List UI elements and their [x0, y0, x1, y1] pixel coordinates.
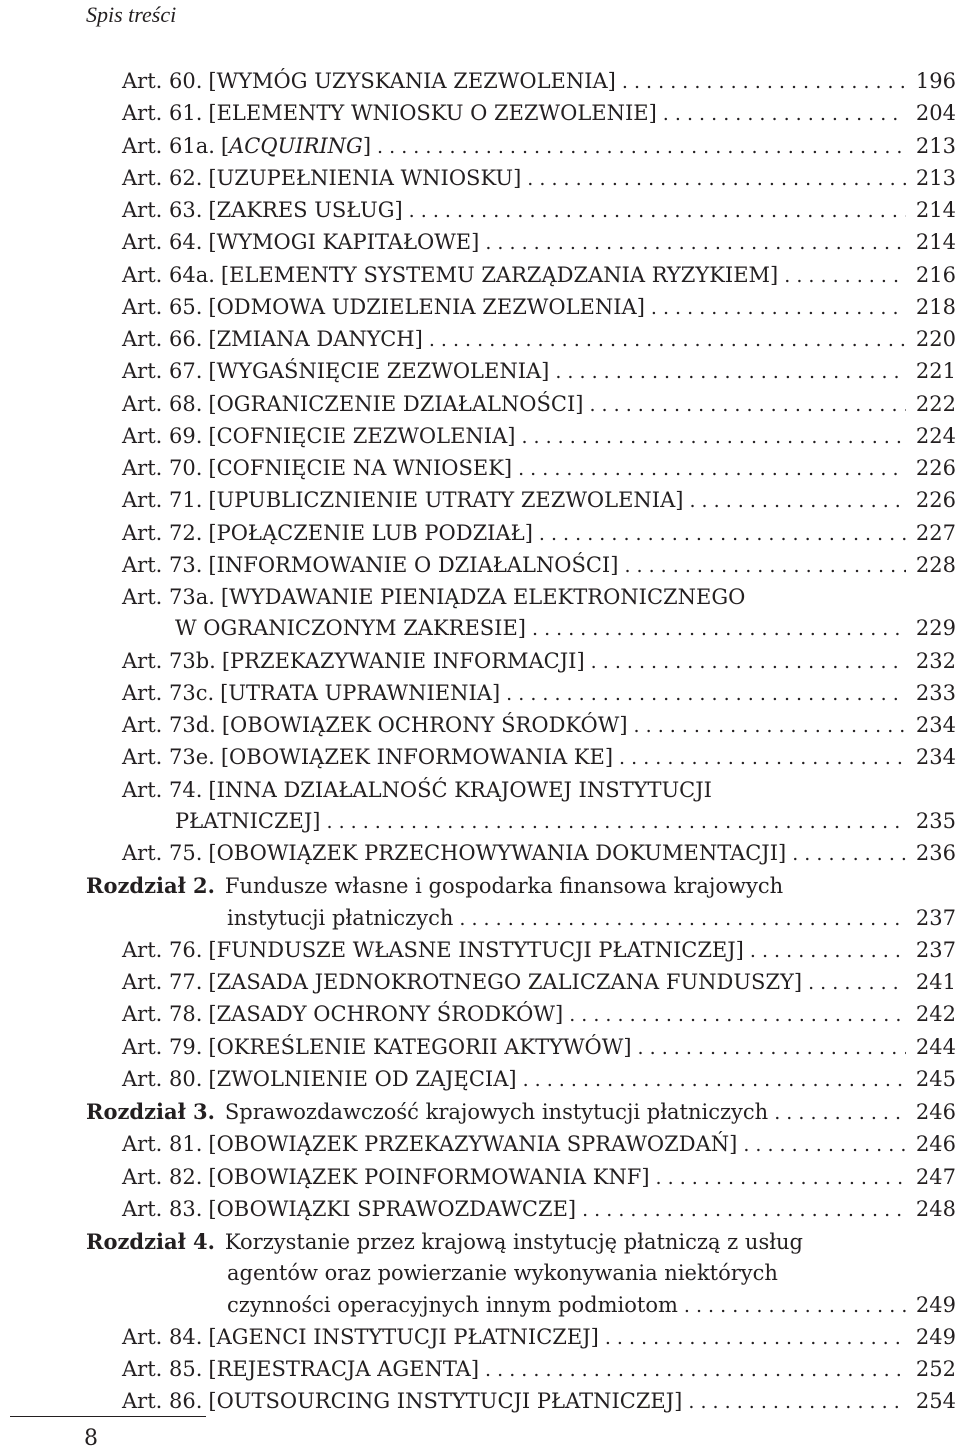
toc-entry [86, 163, 956, 195]
dot-leader [569, 1000, 906, 1031]
dot-leader [591, 647, 906, 678]
article-number: Art. 77. [122, 970, 203, 994]
article-number: Art. 76. [122, 937, 203, 962]
article-number: Art. 73. [122, 552, 203, 577]
entry-title: [UZUPEŁNIENIA WNIOSKU] [208, 165, 522, 190]
toc-entry [86, 935, 956, 967]
entry-title: [UPUBLICZNIENIE UTRATY ZEZWOLENIA] [208, 488, 684, 513]
toc-entry [86, 613, 956, 645]
article-number: Art. 74. [122, 777, 203, 802]
article-number: Art. 80. [122, 1066, 203, 1091]
entry-title: [ZASADY OCHRONY ŚRODKÓW] [208, 1002, 564, 1027]
toc-entry [86, 1129, 956, 1161]
page-ref: 242 [915, 1002, 956, 1027]
toc-entry [86, 838, 956, 870]
toc-entry [86, 453, 956, 485]
toc-entry [86, 1032, 956, 1064]
toc-entry [86, 292, 956, 324]
article-number: Art. 60. [122, 69, 203, 93]
page-ref: 236 [915, 841, 956, 865]
toc-entry [86, 742, 956, 774]
entry-title: [OBOWIĄZEK PRZEKAZYWANIA SPRAWOZDAŃ] [208, 1132, 738, 1157]
toc-entry [86, 775, 956, 806]
page-ref: 233 [915, 680, 956, 705]
toc-entry [86, 485, 956, 517]
page-ref: 228 [915, 552, 956, 577]
entry-title: [INNA DZIAŁALNOŚĆ KRAJOWEJ INSTYTUCJI [208, 777, 712, 802]
page-ref: 241 [915, 970, 956, 994]
toc-entry [86, 518, 956, 550]
dot-leader [774, 1098, 906, 1129]
dot-leader [523, 1065, 906, 1096]
page-ref: 252 [915, 1357, 956, 1381]
dot-leader [684, 1291, 906, 1322]
page-ref: 245 [915, 1066, 956, 1091]
page-ref: 232 [915, 648, 956, 673]
page-ref: 237 [915, 905, 956, 930]
article-number: Art. 85. [122, 1357, 203, 1381]
article-number: Art. 73c. [122, 680, 215, 705]
page-ref: 214 [915, 198, 956, 222]
dot-leader [518, 454, 906, 485]
dot-leader [656, 1163, 906, 1194]
page-ref: 246 [915, 1100, 956, 1124]
page-ref: 227 [915, 520, 956, 545]
page-ref: 229 [915, 616, 956, 641]
entry-title: [FUNDUSZE WŁASNE INSTYTUCJI PŁATNICZEJ] [208, 937, 744, 962]
page-ref: 244 [915, 1034, 956, 1059]
dot-leader [459, 904, 906, 935]
dot-leader [605, 1323, 906, 1354]
page-ref: 226 [915, 456, 956, 480]
dot-leader [532, 614, 906, 645]
dot-leader [663, 99, 906, 130]
dot-leader [743, 1130, 906, 1161]
dot-leader [485, 1355, 906, 1386]
toc-entry [86, 582, 956, 613]
entry-title: [ODMOWA UDZIELENIA ZEZWOLENIA] [208, 294, 645, 319]
table-of-contents [86, 66, 956, 1419]
article-number: Art. 72. [122, 520, 203, 545]
page-ref: 246 [915, 1132, 956, 1157]
toc-entry [86, 356, 956, 388]
dot-leader [521, 422, 906, 453]
entry-title: PŁATNICZEJ] [175, 808, 321, 833]
page-ref: 226 [915, 488, 956, 513]
entry-title: czynności operacyjnych innym podmiotom [227, 1292, 678, 1317]
article-number: Art. 70. [122, 456, 203, 480]
page-ref: 214 [915, 230, 956, 255]
footer-rule [10, 1416, 206, 1417]
page-ref: 204 [915, 101, 956, 126]
toc-entry [86, 710, 956, 742]
entry-title: [PRZEKAZYWANIE INFORMACJI] [221, 648, 585, 673]
page-ref: 234 [915, 745, 956, 770]
entry-title: Korzystanie przez krajową instytucję płatniczą z usług [224, 1230, 803, 1254]
article-number: Art. 86. [122, 1389, 203, 1414]
page-ref: 249 [915, 1324, 956, 1349]
entry-title: [ZWOLNIENIE OD ZAJĘCIA] [208, 1066, 517, 1091]
entry-title: [WYDAWANIE PIENIĄDZA ELEKTRONICZNEGO [220, 585, 746, 609]
entry-title: [ZMIANA DANYCH] [208, 327, 423, 351]
entry-title: [REJESTRACJA AGENTA] [208, 1357, 480, 1381]
toc-entry [86, 999, 956, 1031]
article-number: Art. 75. [122, 841, 203, 865]
toc-entry [86, 870, 956, 902]
article-number: Art. 82. [122, 1164, 203, 1189]
entry-title: [WYMÓG UZYSKANIA ZEZWOLENIA] [208, 69, 616, 93]
entry-title: Fundusze własne i gospodarka finansowa krajowych [224, 874, 784, 899]
dot-leader [688, 1387, 906, 1418]
page-ref: 222 [915, 391, 956, 416]
dot-leader [624, 551, 906, 582]
page-ref: 221 [915, 359, 956, 384]
toc-entry [86, 1322, 956, 1354]
dot-leader [527, 164, 906, 195]
chapter-number: Rozdział 3. [86, 1099, 215, 1124]
article-number: Art. 65. [122, 294, 203, 319]
toc-entry [86, 550, 956, 582]
toc-entry [86, 195, 956, 227]
article-number: Art. 64a. [122, 262, 215, 287]
dot-leader [506, 679, 906, 710]
toc-entry [86, 806, 956, 838]
dot-leader [784, 261, 906, 292]
article-number: Art. 79. [122, 1034, 203, 1059]
entry-title: [AGENCI INSTYTUCJI PŁATNICZEJ] [208, 1324, 599, 1349]
toc-entry [86, 227, 956, 259]
dot-leader [539, 519, 906, 550]
article-number: Art. 83. [122, 1196, 203, 1221]
article-number: Art. 81. [122, 1132, 203, 1157]
dot-leader [689, 486, 906, 517]
page-ref: 213 [915, 165, 956, 190]
article-number: Art. 73b. [122, 648, 216, 673]
toc-entry [86, 903, 956, 935]
entry-title: [ACQUIRING] [220, 133, 372, 158]
article-number: Art. 68. [122, 391, 203, 416]
article-number: Art. 73e. [122, 745, 215, 770]
page-ref: 249 [915, 1292, 956, 1317]
toc-entry [86, 260, 956, 292]
page-ref: 254 [915, 1389, 956, 1414]
entry-title: [OBOWIĄZEK INFORMOWANIA KE] [220, 745, 614, 770]
chapter-number: Rozdział 4. [86, 1229, 215, 1254]
page-ref: 237 [915, 937, 956, 962]
entry-title: [OBOWIĄZEK POINFORMOWANIA KNF] [208, 1164, 650, 1189]
entry-title: [WYMOGI KAPITAŁOWE] [208, 230, 480, 255]
entry-title: [OBOWIĄZKI SPRAWOZDAWCZE] [208, 1196, 577, 1221]
dot-leader [485, 228, 906, 259]
toc-entry [86, 967, 956, 999]
entry-title: [INFORMOWANIE O DZIAŁALNOŚCI] [208, 552, 619, 577]
page-ref: 224 [915, 423, 956, 448]
entry-title: [COFNIĘCIE NA WNIOSEK] [208, 456, 513, 480]
page-ref: 216 [915, 262, 956, 287]
dot-leader [582, 1195, 906, 1226]
toc-entry [86, 678, 956, 710]
article-number: Art. 78. [122, 1002, 203, 1027]
page-ref: 247 [915, 1164, 956, 1189]
entry-title: [ELEMENTY WNIOSKU O ZEZWOLENIE] [208, 101, 657, 126]
entry-title: [OKREŚLENIE KATEGORII AKTYWÓW] [208, 1034, 632, 1059]
article-number: Art. 62. [122, 165, 203, 190]
page-ref: 220 [915, 327, 956, 351]
entry-title: [ZASADA JEDNOKROTNEGO ZALICZANA FUNDUSZY] [208, 970, 803, 994]
dot-leader [808, 968, 906, 999]
toc-entry [86, 1258, 956, 1289]
dot-leader [634, 711, 906, 742]
entry-title: Sprawozdawczość krajowych instytucji płatniczych [224, 1100, 769, 1124]
article-number: Art. 84. [122, 1324, 203, 1349]
article-number: Art. 67. [122, 359, 203, 384]
toc-entry [86, 1162, 956, 1194]
article-number: Art. 61. [122, 101, 203, 126]
dot-leader [651, 293, 906, 324]
entry-title: [OUTSOURCING INSTYTUCJI PŁATNICZEJ] [208, 1389, 683, 1414]
page-ref: 213 [915, 133, 956, 158]
toc-entry [86, 98, 956, 130]
article-number: Art. 73d. [122, 713, 216, 737]
entry-title: [OBOWIĄZEK OCHRONY ŚRODKÓW] [221, 713, 628, 737]
entry-title: [ELEMENTY SYSTEMU ZARZĄDZANIA RYZYKIEM] [220, 262, 779, 287]
entry-title: [POŁĄCZENIE LUB PODZIAŁ] [208, 520, 533, 545]
toc-entry [86, 131, 956, 163]
dot-leader [409, 196, 906, 227]
dot-leader [638, 1033, 906, 1064]
article-number: Art. 69. [122, 423, 203, 448]
dot-leader [792, 839, 906, 870]
dot-leader [622, 67, 906, 98]
article-number: Art. 66. [122, 327, 203, 351]
entry-title: [OGRANICZENIE DZIAŁALNOŚCI] [208, 391, 584, 416]
article-number: Art. 64. [122, 230, 203, 255]
page-number: 8 [84, 1426, 98, 1451]
dot-leader [619, 743, 906, 774]
toc-entry [86, 1386, 956, 1418]
entry-title: [OBOWIĄZEK PRZECHOWYWANIA DOKUMENTACJI] [208, 841, 787, 865]
toc-entry [86, 66, 956, 98]
dot-leader [555, 357, 906, 388]
toc-entry [86, 1096, 956, 1129]
page-ref: 196 [915, 69, 956, 93]
entry-title: [ZAKRES USŁUG] [208, 198, 403, 222]
article-number: Art. 61a. [122, 133, 215, 158]
dot-leader [377, 132, 906, 163]
toc-entry [86, 421, 956, 453]
toc-entry [86, 1194, 956, 1226]
chapter-number: Rozdział 2. [86, 873, 215, 899]
toc-entry [86, 389, 956, 421]
entry-title: [UTRATA UPRAWNIENIA] [220, 680, 501, 705]
page-ref: 248 [915, 1196, 956, 1221]
dot-leader [326, 807, 906, 838]
dot-leader [589, 390, 906, 421]
page-ref: 234 [915, 713, 956, 737]
entry-title: [WYGAŚNIĘCIE ZEZWOLENIA] [208, 359, 550, 384]
article-number: Art. 73a. [122, 585, 215, 609]
dot-leader [750, 936, 906, 967]
page-ref: 235 [915, 808, 956, 833]
toc-entry [86, 1064, 956, 1096]
entry-title: [COFNIĘCIE ZEZWOLENIA] [208, 423, 516, 448]
article-number: Art. 71. [122, 488, 203, 513]
article-number: Art. 63. [122, 198, 203, 222]
entry-title: agentów oraz powierzanie wykonywania niektórych [227, 1261, 778, 1286]
toc-entry [86, 1354, 956, 1386]
entry-title: instytucji płatniczych [227, 905, 454, 930]
dot-leader [429, 325, 906, 356]
toc-entry [86, 646, 956, 678]
running-header: Spis treści [86, 2, 177, 27]
toc-entry [86, 1226, 956, 1258]
entry-title: W OGRANICZONYM ZAKRESIE] [175, 616, 526, 641]
toc-entry [86, 324, 956, 356]
page-ref: 218 [915, 294, 956, 319]
toc-entry [86, 1290, 956, 1322]
